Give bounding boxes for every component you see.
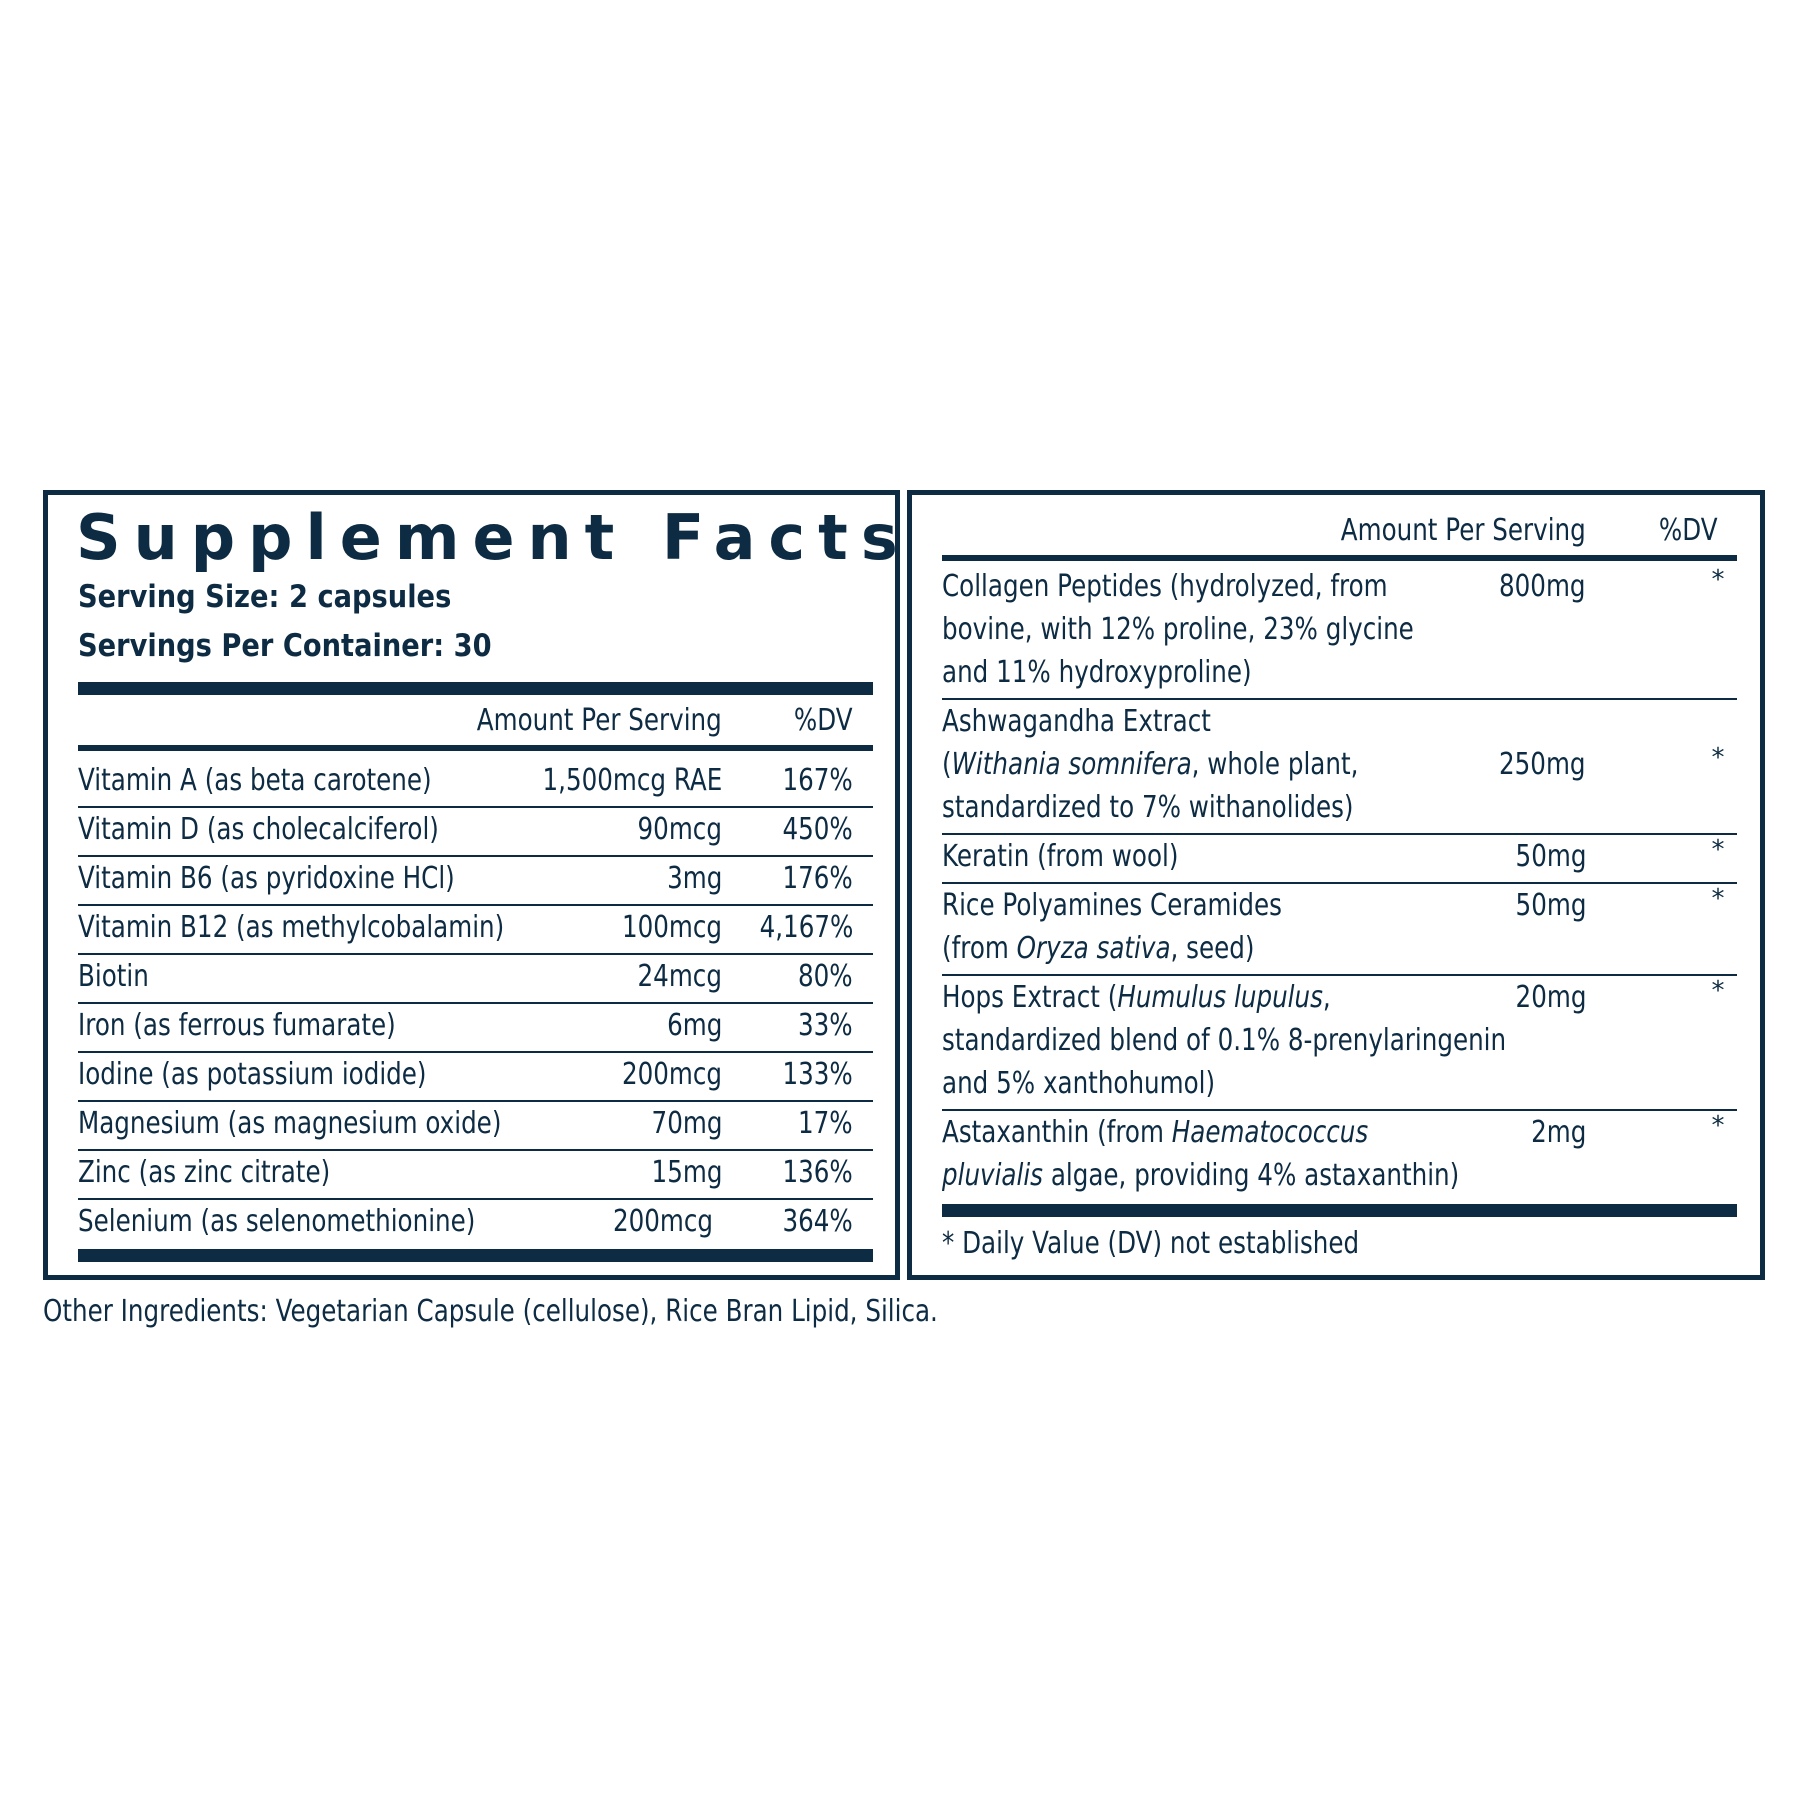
nutrient-amount: 24mcg (637, 959, 722, 994)
ingredient-dv: * (1711, 976, 1725, 1006)
nutrient-dv: 80% (798, 959, 853, 994)
ingredient-amount: 50mg (1515, 839, 1586, 874)
header-dv: %DV (1659, 513, 1718, 548)
name-text: ( (942, 747, 952, 782)
ingredient-dv: * (1711, 884, 1725, 914)
ingredient-name-line (942, 743, 1358, 786)
supplement-facts-panel-right (907, 490, 1765, 1280)
row-divider (78, 953, 873, 955)
nutrient-name: Zinc (as zinc citrate) (78, 1155, 331, 1190)
bottom-thick-divider (78, 1249, 873, 1262)
nutrient-dv: 33% (798, 1008, 853, 1043)
header-divider (942, 555, 1737, 561)
supplement-facts-panel-left (43, 490, 911, 1280)
ingredient-name-line: and 5% xanthohumol) (942, 1066, 1216, 1101)
supplement-facts-title: Supplement Facts (76, 501, 911, 574)
ingredient-name-line: Collagen Peptides (hydrolyzed, from (942, 569, 1388, 604)
nutrient-amount: 100mcg (621, 910, 722, 945)
header-dv: %DV (794, 703, 853, 738)
nutrient-amount: 3mg (666, 861, 722, 896)
nutrient-name: Vitamin A (as beta carotene) (78, 763, 432, 798)
ingredient-dv: * (1711, 743, 1725, 773)
latin-name: pluvialis (942, 1158, 1044, 1193)
name-text: , (1322, 980, 1331, 1015)
ingredient-name-line (942, 1154, 1459, 1197)
nutrient-name: Iodine (as potassium iodide) (78, 1057, 427, 1092)
ingredient-amount: 2mg (1530, 1115, 1586, 1150)
nutrient-dv: 133% (782, 1057, 853, 1092)
name-text: , whole plant, (1191, 747, 1359, 782)
serving-size: Serving Size: 2 capsules (78, 579, 452, 615)
latin-name: Haematococcus (1171, 1115, 1369, 1150)
latin-name: Withania somnifera (951, 747, 1192, 782)
nutrient-amount: 200mcg (612, 1204, 713, 1239)
nutrient-name: Biotin (78, 959, 149, 994)
nutrient-dv: 176% (782, 861, 853, 896)
name-text: algae, providing 4% astaxanthin) (1043, 1158, 1460, 1193)
ingredient-dv: * (1711, 565, 1725, 595)
ingredient-amount: 20mg (1515, 980, 1586, 1015)
nutrient-name: Selenium (as selenomethionine) (78, 1204, 476, 1239)
nutrient-dv: 17% (798, 1106, 853, 1141)
nutrient-name: Vitamin B6 (as pyridoxine HCl) (78, 861, 455, 896)
other-ingredients: Other Ingredients: Vegetarian Capsule (cellulose), Rice Bran Lipid, Silica. (43, 1294, 938, 1329)
latin-name: Humulus lupulus (1117, 980, 1323, 1015)
servings-per-container: Servings Per Container: 30 (78, 628, 492, 664)
header-amount-per-serving: Amount Per Serving (477, 703, 722, 738)
bottom-thick-divider (942, 1204, 1737, 1217)
nutrient-dv: 364% (782, 1204, 853, 1239)
nutrient-name: Magnesium (as magnesium oxide) (78, 1106, 502, 1141)
ingredient-name-line: standardized to 7% withanolides) (942, 790, 1354, 825)
name-text: Hops Extract ( (942, 980, 1118, 1015)
name-text: (from (942, 931, 1017, 966)
footnote: * Daily Value (DV) not established (942, 1226, 1360, 1261)
nutrient-dv: 167% (782, 763, 853, 798)
nutrient-amount: 6mg (666, 1008, 722, 1043)
name-text: , seed) (1170, 931, 1255, 966)
latin-name: Oryza sativa (1016, 931, 1171, 966)
name-text: Astaxanthin (from (942, 1115, 1172, 1150)
thick-divider (78, 682, 873, 695)
nutrient-dv: 4,167% (759, 910, 853, 945)
header-amount-per-serving: Amount Per Serving (1341, 513, 1586, 548)
ingredient-name-line (942, 927, 1254, 970)
ingredient-amount: 50mg (1515, 888, 1586, 923)
nutrient-amount: 1,500mcg RAE (542, 763, 722, 798)
nutrient-dv: 136% (782, 1155, 853, 1190)
header-divider (78, 745, 873, 751)
nutrient-name: Vitamin D (as cholecalciferol) (78, 812, 439, 847)
nutrient-name: Vitamin B12 (as methylcobalamin) (78, 910, 505, 945)
ingredient-amount: 800mg (1499, 569, 1586, 604)
nutrient-dv: 450% (782, 812, 853, 847)
ingredient-name-line: and 11% hydroxyproline) (942, 655, 1252, 690)
nutrient-amount: 200mcg (621, 1057, 722, 1092)
ingredient-name-line: bovine, with 12% proline, 23% glycine (942, 612, 1414, 647)
ingredient-dv: * (1711, 835, 1725, 865)
ingredient-name-line: standardized blend of 0.1% 8-prenylaringenin (942, 1023, 1507, 1058)
nutrient-amount: 90mcg (637, 812, 722, 847)
ingredient-name-line: Ashwagandha Extract (942, 704, 1211, 739)
nutrient-amount: 70mg (651, 1106, 722, 1141)
ingredient-amount: 250mg (1499, 747, 1586, 782)
nutrient-amount: 15mg (651, 1155, 722, 1190)
ingredient-name-line (942, 1111, 1368, 1154)
ingredient-name-line: Rice Polyamines Ceramides (942, 888, 1282, 923)
ingredient-name-line: Keratin (from wool) (942, 839, 1179, 874)
nutrient-name: Iron (as ferrous fumarate) (78, 1008, 396, 1043)
ingredient-name-line (942, 976, 1331, 1019)
ingredient-dv: * (1711, 1111, 1725, 1141)
